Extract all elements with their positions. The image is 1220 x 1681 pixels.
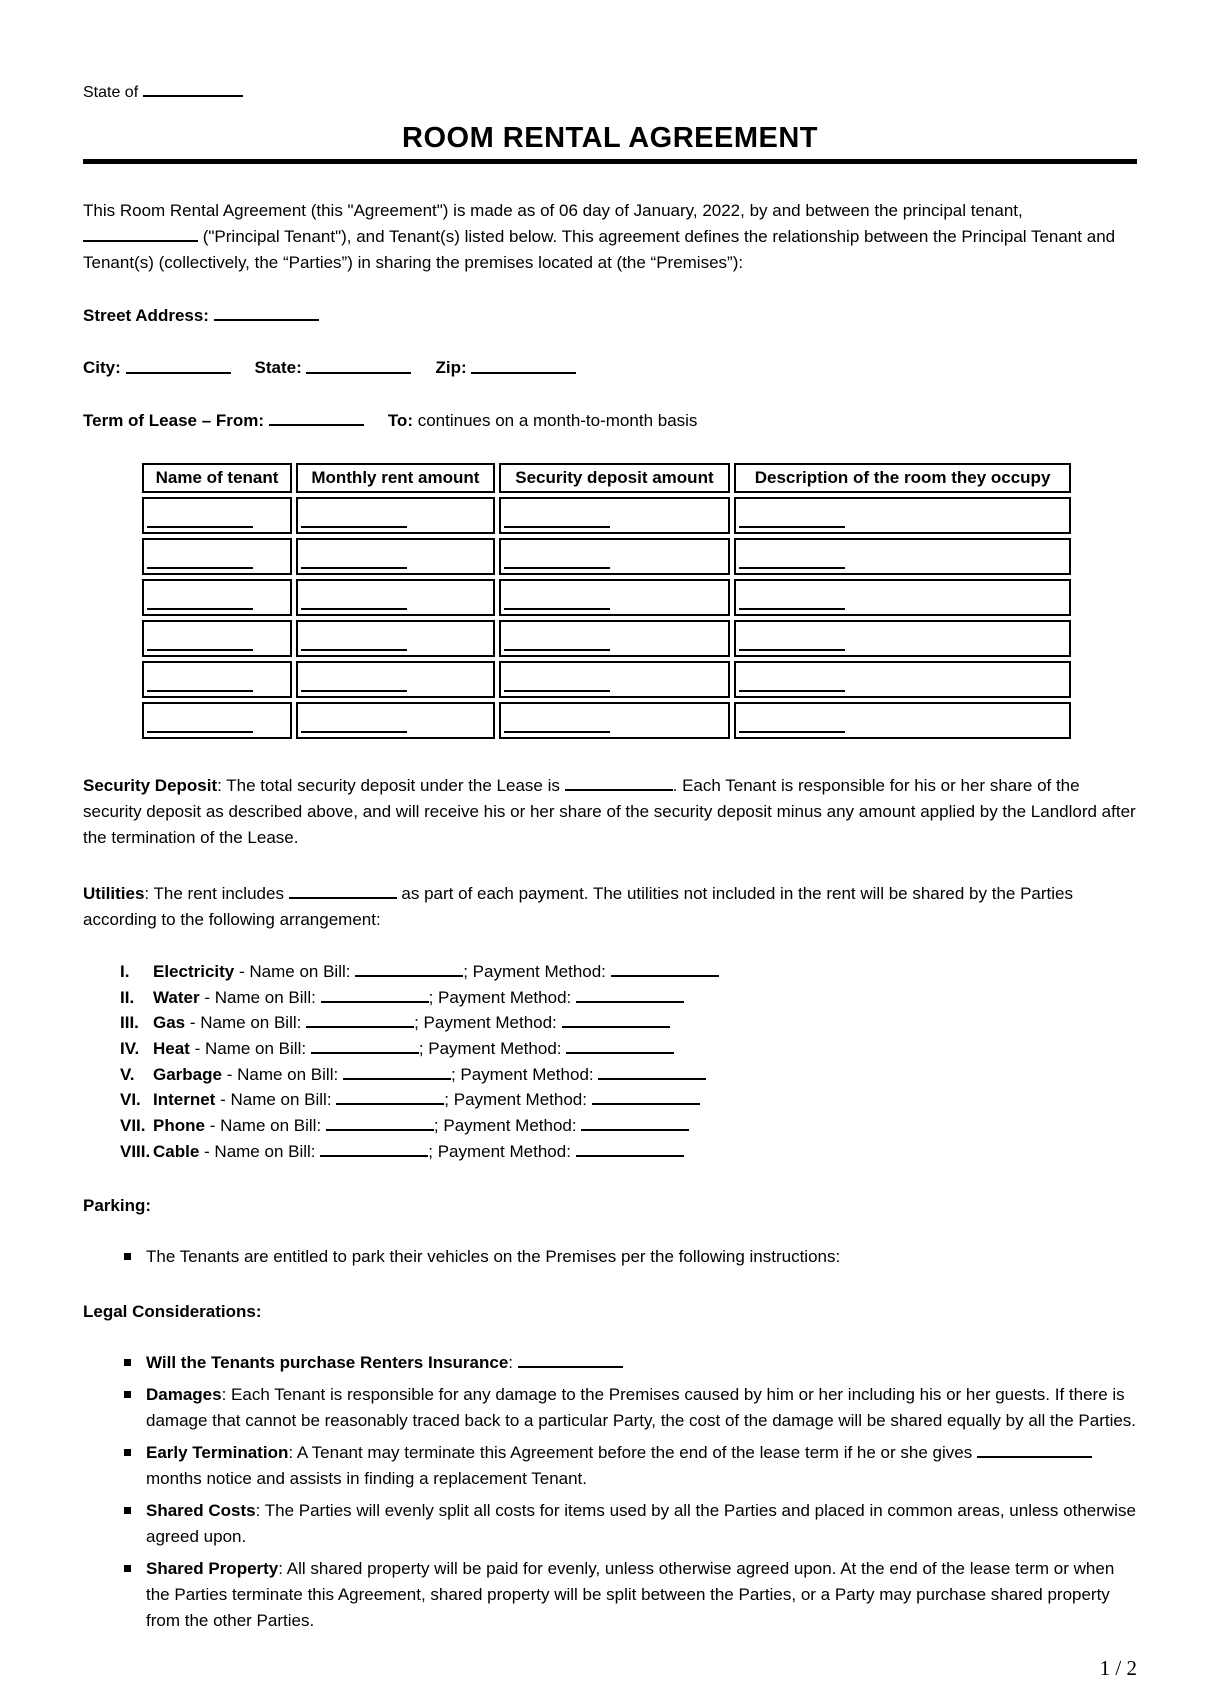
bullet-square-icon <box>124 1359 131 1366</box>
bullet-square-icon <box>124 1507 131 1514</box>
blank-line <box>214 303 319 321</box>
blank-line <box>977 1440 1092 1458</box>
blank-line <box>598 1062 706 1080</box>
blank-line <box>739 567 845 569</box>
term-of-lease-line <box>83 408 1137 433</box>
parking-heading: Parking: <box>83 1196 152 1216</box>
blank-line <box>147 649 253 651</box>
legal-bullet-early-termination: Early Termination: A Tenant may terminate this Agreement before the end of the lease term if he or she gives months notice and assists in finding a replacement Tenant. <box>83 1440 1137 1492</box>
blank-line <box>301 731 407 733</box>
blank-line <box>301 526 407 528</box>
blank-line <box>147 690 253 692</box>
blank-line <box>566 1036 674 1054</box>
utility-item-cable: VIII. Cable - Name on Bill: ; Payment Method: <box>120 1139 1137 1165</box>
blank-line <box>83 224 198 242</box>
col-header-deposit: Security deposit amount <box>499 463 730 493</box>
state-of-label: State of <box>83 84 139 102</box>
utility-item-gas: III. Gas - Name on Bill: ; Payment Method: <box>120 1010 1137 1036</box>
blank-line <box>576 1139 684 1157</box>
table-row <box>142 702 1071 739</box>
blank-line <box>504 526 610 528</box>
blank-line <box>504 649 610 651</box>
utility-item-garbage: V. Garbage - Name on Bill: ; Payment Method: <box>120 1062 1137 1088</box>
legal-bullet-shared-property: Shared Property: All shared property will be paid for evenly, unless otherwise agreed upon. At the end of the lease term or when the Parties terminate this Agreement, shared property will be split between the Parties, or a Party may purchase shared property from the other Parties. <box>83 1556 1137 1634</box>
blank-line <box>739 608 845 610</box>
term-label: Term of Lease – From: <box>83 410 265 430</box>
blank-line <box>471 355 576 373</box>
utilities-label: Utilities <box>83 884 145 904</box>
page-number: 1 / 2 <box>1099 1656 1137 1681</box>
state-of-line <box>83 80 1137 104</box>
utilities-list <box>83 959 1137 1164</box>
title-rule <box>83 159 1137 164</box>
tenant-table-header-row <box>142 463 1071 493</box>
bullet-square-icon <box>124 1449 131 1456</box>
page-title: ROOM RENTAL AGREEMENT <box>402 122 818 155</box>
table-row <box>142 538 1071 575</box>
blank-line <box>739 526 845 528</box>
blank-line <box>301 567 407 569</box>
state-label: State: <box>254 358 302 378</box>
intro-paragraph <box>83 198 1137 276</box>
col-header-name: Name of tenant <box>142 463 292 493</box>
term-to-text: continues on a month-to-month basis <box>417 410 698 430</box>
city-state-zip-line <box>83 355 1137 380</box>
bullet-square-icon <box>124 1253 131 1260</box>
blank-line <box>336 1087 444 1105</box>
blank-line <box>611 959 719 977</box>
table-row <box>142 661 1071 698</box>
blank-line <box>301 608 407 610</box>
blank-line <box>147 608 253 610</box>
blank-line <box>739 731 845 733</box>
blank-line <box>301 690 407 692</box>
blank-line <box>321 985 429 1003</box>
blank-line <box>504 567 610 569</box>
blank-line <box>565 773 673 791</box>
utility-item-heat: IV. Heat - Name on Bill: ; Payment Method: <box>120 1036 1137 1062</box>
blank-line <box>126 355 231 373</box>
blank-line <box>504 731 610 733</box>
street-address-label: Street Address: <box>83 306 209 326</box>
legal-bullet-insurance: Will the Tenants purchase Renters Insurance: <box>83 1350 1137 1376</box>
blank-line <box>306 355 411 373</box>
legal-bullet-shared-costs: Shared Costs: The Parties will evenly split all costs for items used by all the Parties and placed in common areas, unless otherwise agreed upon. <box>83 1498 1137 1550</box>
security-deposit-label: Security Deposit <box>83 775 218 795</box>
col-header-room: Description of the room they occupy <box>734 463 1071 493</box>
tenant-table <box>138 459 1075 743</box>
blank-line <box>592 1087 700 1105</box>
security-deposit-paragraph: Security Deposit: The total security deposit under the Lease is . Each Tenant is responsible for his or her share of the security deposit as described above, and will receive his or her share of the security deposit minus any amount applied by the Landlord after the termination of the Lease. <box>83 773 1137 851</box>
blank-line <box>504 690 610 692</box>
col-header-rent: Monthly rent amount <box>296 463 495 493</box>
table-row <box>142 497 1071 534</box>
blank-line <box>289 881 397 899</box>
bullet-square-icon <box>124 1391 131 1398</box>
blank-line <box>326 1113 434 1131</box>
blank-line <box>576 985 684 1003</box>
legal-considerations-heading: Legal Considerations: <box>83 1302 262 1322</box>
parking-bullet: The Tenants are entitled to park their vehicles on the Premises per the following instructions: <box>83 1244 1137 1270</box>
blank-line <box>355 959 463 977</box>
utility-item-electricity: I. Electricity - Name on Bill: ; Payment Method: <box>120 959 1137 985</box>
blank-line <box>311 1036 419 1054</box>
utility-item-internet: VI. Internet - Name on Bill: ; Payment Method: <box>120 1087 1137 1113</box>
blank-line <box>739 690 845 692</box>
blank-line <box>581 1113 689 1131</box>
legal-bullet-damages: Damages: Each Tenant is responsible for any damage to the Premises caused by him or her including his or her guests. If there is damage that cannot be reasonably traced back to a particular Party, the cost of the damage will be shared equally by all the Parties. <box>83 1382 1137 1434</box>
street-address-line <box>83 303 1137 328</box>
intro-text-1: This Room Rental Agreement (this "Agreement") is made as of 06 day of January, 2022, by and between the principal tenant, <box>83 201 1023 221</box>
blank-line <box>343 1062 451 1080</box>
blank-line <box>269 408 364 426</box>
utilities-paragraph: Utilities: The rent includes as part of each payment. The utilities not included in the rent will be shared by the Parties according to the following arrangement: <box>83 881 1137 933</box>
blank-line <box>518 1350 623 1368</box>
blank-line <box>562 1010 670 1028</box>
term-to-label: To: <box>387 410 413 430</box>
utility-item-phone: VII. Phone - Name on Bill: ; Payment Method: <box>120 1113 1137 1139</box>
utility-item-water: II. Water - Name on Bill: ; Payment Method: <box>120 985 1137 1011</box>
blank-line <box>301 649 407 651</box>
blank-line <box>504 608 610 610</box>
blank-line <box>306 1010 414 1028</box>
blank-line <box>143 80 243 97</box>
blank-line <box>147 731 253 733</box>
intro-text-2: ("Principal Tenant"), and Tenant(s) listed below. This agreement defines the relationship between the Principal Tenant and Tenant(s) (collectively, the “Parties”) in sharing the premises located at (the “Premises”): <box>83 227 1116 273</box>
blank-line <box>147 567 253 569</box>
bullet-square-icon <box>124 1565 131 1572</box>
table-row <box>142 620 1071 657</box>
blank-line <box>320 1139 428 1157</box>
table-row <box>142 579 1071 616</box>
blank-line <box>147 526 253 528</box>
zip-label: Zip: <box>435 358 467 378</box>
blank-line <box>739 649 845 651</box>
city-label: City: <box>83 358 121 378</box>
